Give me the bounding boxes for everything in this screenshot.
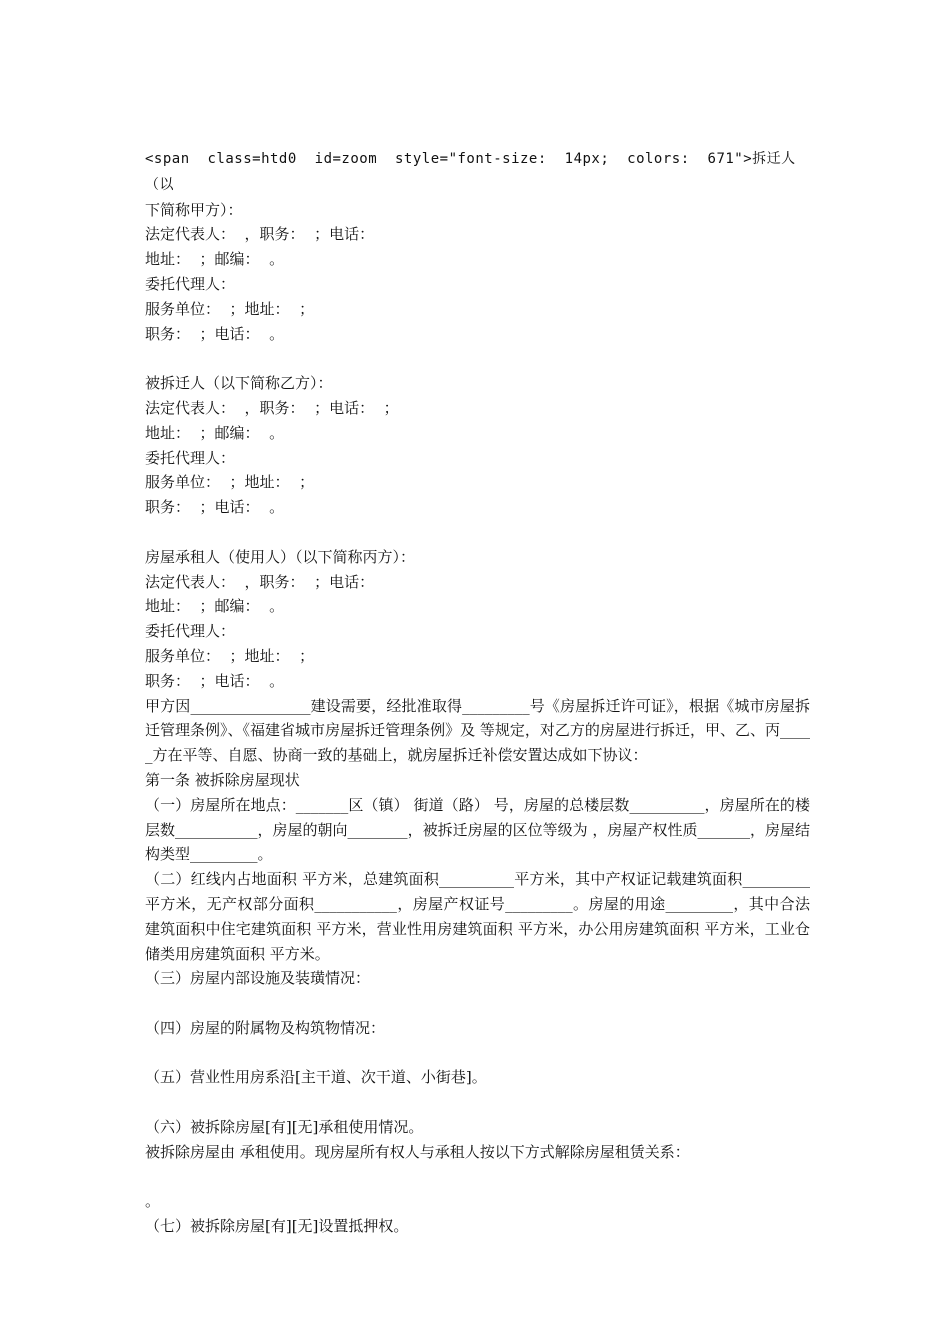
item-2-area: （二）红线内占地面积 平方米，总建筑面积__________平方米，其中产权证记载建筑面积_________平方米，无产权部分面积___________，房屋产权证号_________。房屋的用途_________，其中合法建筑面积中住宅建筑面积 平方米，营业性用房建筑面积 平方米，办公用房建筑面积 平方米，工业仓储类用房建筑面积 平方米。 xyxy=(145,870,810,963)
title-line xyxy=(145,146,810,198)
title-line-2: 下简称甲方）： xyxy=(145,200,243,219)
party-a-unit: 服务单位： ；地址： ； xyxy=(145,299,315,318)
party-c-heading: 房屋承租人（使用人）（以下简称丙方）： xyxy=(145,547,416,566)
item-1-location: （一）房屋所在地点：_______区（镇） 街道（路） 号，房屋的总楼层数__________，房屋所在的楼层数___________，房屋的朝向________，被拆迁房屋的区位等级为 ，房屋产权性质_______，房屋结构类型_________。 xyxy=(145,795,810,864)
item-6-end: 。 xyxy=(145,1192,161,1211)
spacer xyxy=(145,520,810,545)
document-page xyxy=(145,146,810,1239)
item-7-mortgage: （七）被拆除房屋[有][无]设置抵押权。 xyxy=(145,1217,409,1236)
party-a-agent: 委托代理人： xyxy=(145,274,236,293)
party-a-rep: 法定代表人： ，职务： ；电话： xyxy=(145,225,375,244)
party-c-position: 职务： ；电话： 。 xyxy=(145,671,285,690)
party-a-position: 职务： ；电话： 。 xyxy=(145,324,285,343)
party-a-address: 地址： ；邮编： 。 xyxy=(145,250,285,269)
party-b-unit: 服务单位： ；地址： ； xyxy=(145,473,315,492)
item-6-lease: （六）被拆除房屋[有][无]承租使用情况。 xyxy=(145,1118,424,1137)
title-html-fragment: <span class=htd0 id=zoom style="font-size: 14px; colors: 671">拆迁人（以 xyxy=(145,151,796,193)
item-5-street: （五）营业性用房系沿[主干道、次干道、小街巷]。 xyxy=(145,1068,487,1087)
item-6-detail: 被拆除房屋由 承租使用。现房屋所有权人与承租人按以下方式解除房屋租赁关系： xyxy=(145,1142,690,1161)
party-c-rep: 法定代表人： ，职务： ；电话： xyxy=(145,572,375,591)
article-1-title: 第一条 被拆除房屋现状 xyxy=(145,770,300,789)
party-c-address: 地址： ；邮编： 。 xyxy=(145,597,285,616)
spacer xyxy=(145,1041,810,1066)
party-c-agent: 委托代理人： xyxy=(145,622,236,641)
party-b-heading: 被拆迁人（以下简称乙方）： xyxy=(145,374,333,393)
spacer xyxy=(145,1090,810,1115)
spacer xyxy=(145,1165,810,1190)
party-b-position: 职务： ；电话： 。 xyxy=(145,498,285,517)
party-b-rep: 法定代表人： ，职务： ；电话： ； xyxy=(145,398,399,417)
spacer xyxy=(145,346,810,371)
item-3-facilities: （三）房屋内部设施及装璜情况： xyxy=(145,969,371,988)
party-b-address: 地址： ；邮编： 。 xyxy=(145,423,285,442)
party-c-unit: 服务单位： ；地址： ； xyxy=(145,646,315,665)
preamble-paragraph: 甲方因________________建设需要，经批准取得_________号《房屋拆迁许可证》，根据《城市房屋拆迁管理条例》、《福建省城市房屋拆迁管理条例》及 等规定，对乙方的房屋进行拆迁，甲、乙、丙_____方在平等、自愿、协商一致的基础上，就房屋拆迁补偿安置达成如下协议： xyxy=(145,696,810,765)
item-4-attachments: （四）房屋的附属物及构筑物情况： xyxy=(145,1018,386,1037)
party-b-agent: 委托代理人： xyxy=(145,448,236,467)
spacer xyxy=(145,991,810,1016)
